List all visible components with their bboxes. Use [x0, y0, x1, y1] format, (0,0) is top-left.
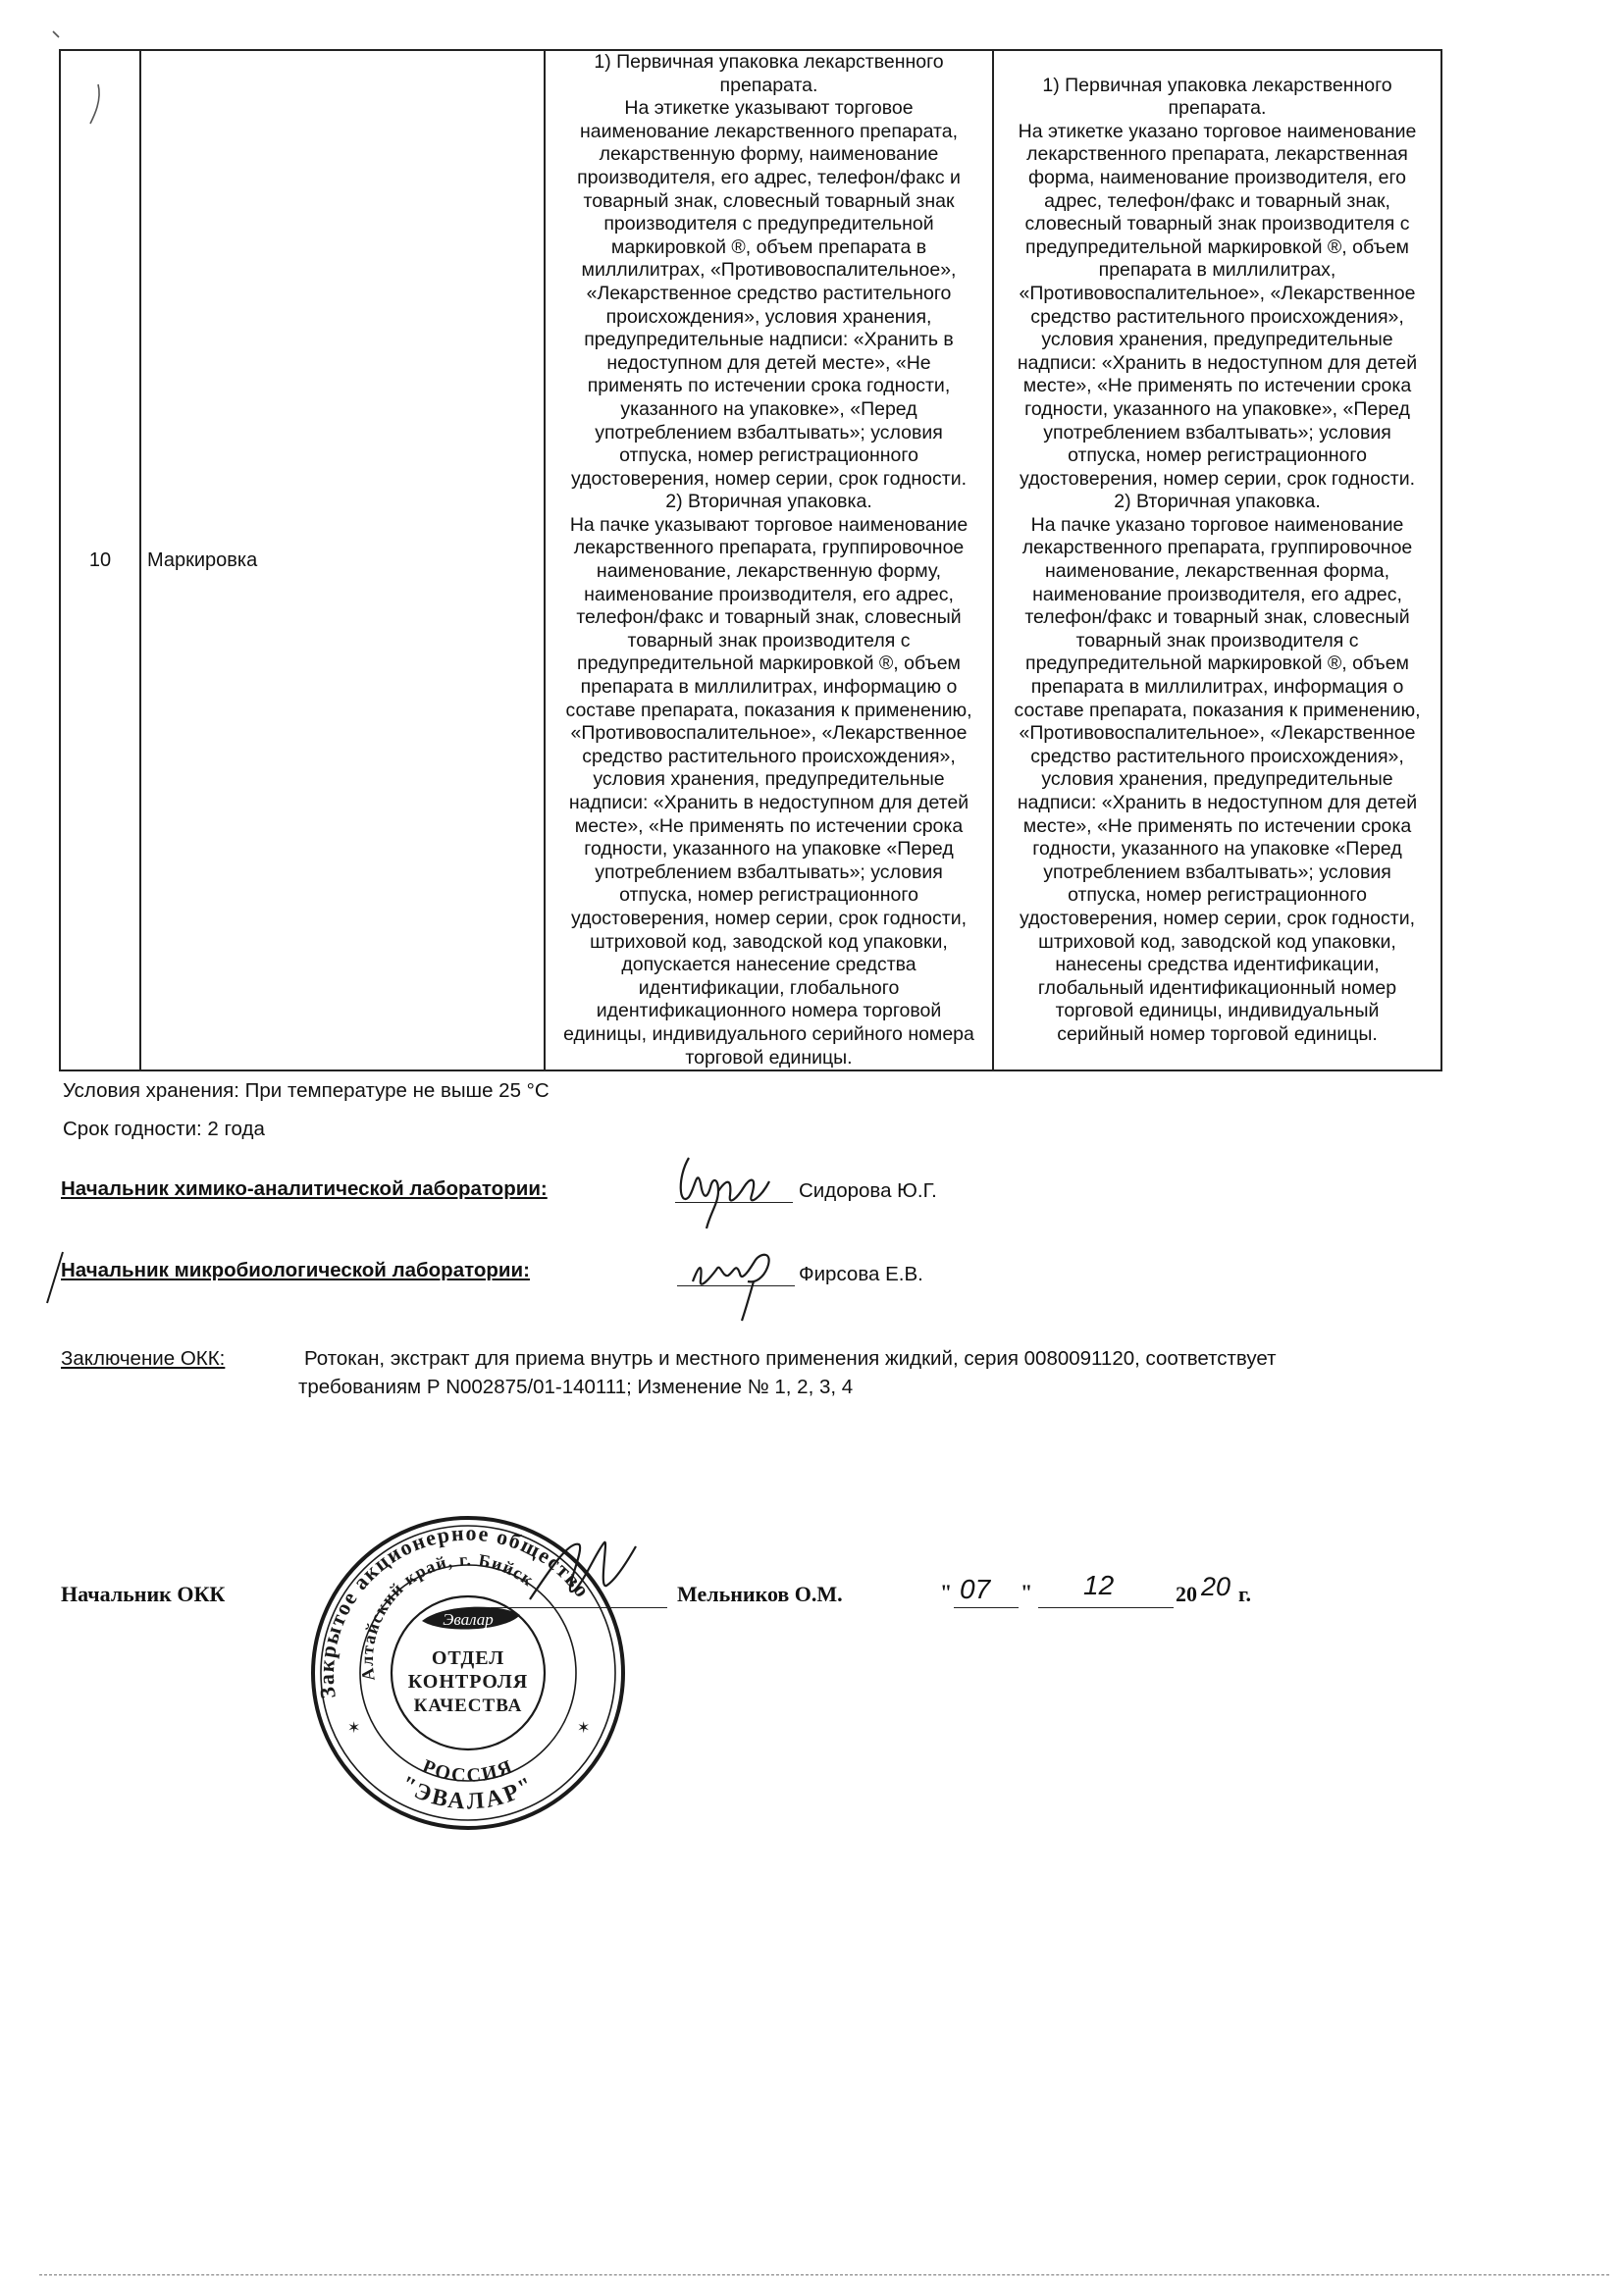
cell-text-line: надписи: «Хранить в недоступном для детей	[1017, 792, 1418, 813]
cell-text-line: употреблением взбалтывать»; условия	[595, 861, 943, 883]
cell-text-line: составе препарата, показания к применению,	[1014, 699, 1421, 721]
date-day: 07	[960, 1574, 991, 1604]
cell-text-line: средство растительного происхождения»,	[582, 745, 956, 767]
cell-text-line: наименование производителя, его адрес,	[1032, 583, 1402, 605]
cell-text-line: лекарственную форму, наименование	[599, 143, 939, 166]
micro-lab-title: Начальник микробиологической лаборатории:	[61, 1259, 530, 1281]
conclusion-label: Заключение ОКК:	[61, 1347, 226, 1370]
cell-text-line: лекарственного препарата, группировочное	[1021, 537, 1413, 559]
cell-text-line: словесный товарный знак производителя с	[1024, 213, 1410, 235]
cell-text-line: телефон/факс и товарный знак, словесный	[1024, 606, 1410, 629]
cell-text-line: наименование лекарственного препарата,	[579, 120, 959, 142]
cell-text-line: производителя, его адрес, телефон/факс и	[577, 166, 961, 188]
stamp-bottom-line2: "ЭВАЛАР"	[395, 1771, 541, 1815]
cell-text-line: годности, указанного на упаковке «Перед	[1032, 838, 1402, 861]
signature-firsova	[677, 1226, 805, 1325]
cell-text-line: идентификационного номера торговой	[596, 1000, 942, 1022]
cell-text-line: применять по истечении срока годности,	[587, 375, 951, 397]
conclusion-text-line2: требованиям Р N002875/01-140111; Изменение № 1, 2, 3, 4	[298, 1376, 854, 1398]
table-row	[60, 50, 1441, 1070]
cell-text-line: составе препарата, показания к применению,	[565, 699, 972, 721]
cell-text-line: указанного на упаковке», «Перед	[620, 397, 917, 420]
cell-text-line: товарный знак производителя с	[1075, 629, 1359, 652]
cell-text-line: «Лекарственное средство растительного	[586, 282, 952, 304]
cell-text-line: предупредительной маркировкой ®, объем	[1025, 652, 1409, 675]
cell-text-line: удостоверения, номер серии, срок годности,	[570, 907, 968, 929]
cell-text-line: «Противовоспалительное», «Лекарственное	[570, 722, 968, 745]
stamp-center-line3: КАЧЕСТВА	[413, 1696, 523, 1716]
quality-control-stamp	[306, 1511, 630, 1835]
cell-text-line: нанесены средства идентификации,	[1055, 954, 1380, 976]
cell-text-line: штриховой код, заводской код упаковки,	[590, 930, 948, 953]
cell-text-line: удостоверения, номер серии, срок годности,	[1019, 907, 1416, 929]
cell-text-line: «Противовоспалительное», «Лекарственное	[1019, 282, 1416, 304]
conclusion-text-line1: Ротокан, экстракт для приема внутрь и местного применения жидкий, серия 0080091120, соответствует	[304, 1347, 1277, 1370]
okk-head-person: Мельников О.М.	[677, 1582, 843, 1606]
cell-text-line: предупредительной маркировкой ®, объем	[1025, 235, 1409, 258]
cell-text-line: адрес, телефон/факс и товарный знак,	[1044, 189, 1390, 212]
date-quote-close: "	[1021, 1580, 1033, 1604]
svg-text:РОССИЯ	[419, 1755, 517, 1787]
cell-text-line: наименование производителя, его адрес,	[584, 583, 954, 605]
okk-head-title: Начальник ОКК	[61, 1582, 226, 1606]
cell-text-line: условия хранения, предупредительные	[593, 768, 945, 791]
cell-text-line: лекарственного препарата, группировочное	[573, 537, 965, 559]
spec-table	[59, 49, 1442, 1071]
cell-text-line: штриховой код, заводской код упаковки,	[1038, 930, 1396, 953]
cell-text-line: На пачке указано торговое наименование	[1030, 513, 1404, 536]
svg-text:✶: ✶	[577, 1720, 591, 1737]
date-year-suffix: 20	[1201, 1572, 1231, 1601]
cell-text-line: лекарственного препарата, лекарственная	[1026, 143, 1408, 166]
cell-text-line: товарный знак, словесный товарный знак	[583, 189, 955, 212]
cell-text-line: надписи: «Хранить в недоступном для детей	[568, 792, 969, 813]
cell-text-line: употреблением взбалтывать»; условия	[595, 421, 943, 444]
cell-text-line: На пачке указывают торговое наименование	[569, 513, 969, 536]
cell-text-line: средство растительного происхождения»,	[1030, 745, 1404, 767]
cell-text-line: годности, указанного на упаковке», «Перед	[1024, 397, 1410, 420]
cell-text-line: предупредительной маркировкой ®, объем	[577, 652, 961, 675]
date-year-prefix: 20	[1176, 1582, 1197, 1606]
stamp-center-line1: ОТДЕЛ	[431, 1647, 505, 1669]
page-edge-mark	[39, 2274, 1609, 2275]
date-day-line	[954, 1607, 1019, 1608]
row-parameter: Маркировка	[140, 50, 545, 1070]
requirements-cell	[545, 50, 993, 1070]
cell-text-line: торговой единицы.	[685, 1046, 853, 1069]
cell-text-line: отпуска, номер регистрационного	[619, 884, 918, 907]
cell-text-line: употреблением взбалтывать»; условия	[1043, 861, 1391, 883]
cell-text-line: недоступном для детей месте», «Не	[606, 351, 931, 374]
cell-text-line: препарата в миллилитрах, информация о	[1030, 676, 1404, 699]
cell-text-line: надписи: «Хранить в недоступном для детей	[1017, 351, 1418, 374]
cell-text-line: отпуска, номер регистрационного	[1068, 444, 1367, 467]
cell-text-line: идентификации, глобального	[638, 976, 900, 999]
cell-text-line: употреблением взбалтывать»; условия	[1043, 421, 1391, 444]
cell-text-line: препарата в миллилитрах,	[1098, 259, 1336, 282]
cell-text-line: средство растительного происхождения»,	[1030, 305, 1404, 328]
row-number: 10	[60, 50, 140, 1070]
cell-text-line: годности, указанного на упаковке «Перед	[584, 838, 954, 861]
micro-lab-person: Фирсова Е.В.	[799, 1263, 923, 1285]
cell-text-line: месте», «Не применять по истечении срока	[1022, 814, 1412, 837]
margin-scribble-icon	[39, 22, 147, 130]
cell-text-line: препарата.	[1168, 97, 1267, 120]
shelf-life: Срок годности: 2 года	[63, 1118, 265, 1140]
chem-lab-person: Сидорова Ю.Г.	[799, 1179, 937, 1202]
cell-text-line: На этикетке указано торговое наименование	[1018, 120, 1417, 142]
cell-text-line: «Противовоспалительное», «Лекарственное	[1019, 722, 1416, 745]
cell-text-line: отпуска, номер регистрационного	[1068, 884, 1367, 907]
cell-text-line: На этикетке указывают торговое	[624, 97, 914, 120]
cell-text-line: единицы, индивидуального серийного номера	[563, 1022, 974, 1045]
cell-text-line: месте», «Не применять по истечении срока	[1022, 375, 1412, 397]
cell-text-line: производителя с предупредительной	[603, 213, 934, 235]
stamp-brand: Эвалар	[443, 1610, 494, 1629]
stamp-bottom-line1: РОССИЯ	[419, 1755, 517, 1788]
cell-text-line: препарата в миллилитрах, информацию о	[580, 676, 958, 699]
cell-text-line: удостоверения, номер серии, срок годности.	[570, 467, 968, 490]
stamp-center-line2: КОНТРОЛЯ	[407, 1671, 529, 1693]
cell-text-line: товарный знак производителя с	[627, 629, 911, 652]
results-cell	[993, 50, 1441, 1070]
cell-text-line: предупредительные надписи: «Хранить в	[584, 329, 954, 351]
cell-text-line: маркировкой ®, объем препарата в	[610, 235, 927, 258]
cell-text-line: удостоверения, номер серии, срок годности.	[1019, 467, 1416, 490]
cell-text-line: месте», «Не применять по истечении срока	[574, 814, 964, 837]
storage-conditions: Условия хранения: При температуре не выше 25 °С	[63, 1079, 550, 1102]
cell-text-line: торговой единицы, индивидуальный	[1055, 1000, 1380, 1022]
cell-text-line: допускается нанесение средства	[621, 954, 916, 976]
stamp-outer-text: Закрытое акционерное общество	[313, 1520, 596, 1700]
stamp-inner-text: Алтайский край, г. Бийск	[356, 1549, 539, 1683]
cell-text-line: наименование, лекарственная форма,	[1045, 560, 1389, 583]
cell-text-line: серийный номер торговой единицы.	[1057, 1022, 1378, 1045]
cell-text-line: миллилитрах, «Противовоспалительное»,	[581, 259, 957, 282]
date-quote-open: "	[940, 1580, 953, 1604]
cell-text-line: 1) Первичная упаковка лекарственного	[594, 51, 944, 73]
date-month: 12	[1083, 1570, 1115, 1600]
cell-text-line: происхождения», условия хранения,	[605, 305, 932, 328]
cell-text-line: условия хранения, предупредительные	[1041, 329, 1393, 351]
cell-text-line: 2) Вторичная упаковка.	[665, 491, 872, 513]
cell-text-line: условия хранения, предупредительные	[1041, 768, 1393, 791]
date-month-line	[1038, 1607, 1174, 1608]
date-end: г.	[1238, 1582, 1252, 1606]
cell-text-line: 2) Вторичная упаковка.	[1114, 491, 1321, 513]
cell-text-line: препарата.	[719, 74, 818, 96]
svg-text:✶: ✶	[347, 1720, 361, 1737]
cell-text-line: 1) Первичная упаковка лекарственного	[1042, 74, 1392, 96]
cell-text-line: глобальный идентификационный номер	[1037, 976, 1397, 999]
cell-text-line: отпуска, номер регистрационного	[619, 444, 918, 467]
cell-text-line: телефон/факс и товарный знак, словесный	[576, 606, 962, 629]
cell-text-line: форма, наименование производителя, его	[1027, 166, 1407, 188]
chem-lab-title: Начальник химико-аналитической лаборатории:	[61, 1177, 548, 1200]
cell-text-line: наименование, лекарственную форму,	[596, 560, 942, 583]
signature-sidorova	[667, 1119, 805, 1236]
